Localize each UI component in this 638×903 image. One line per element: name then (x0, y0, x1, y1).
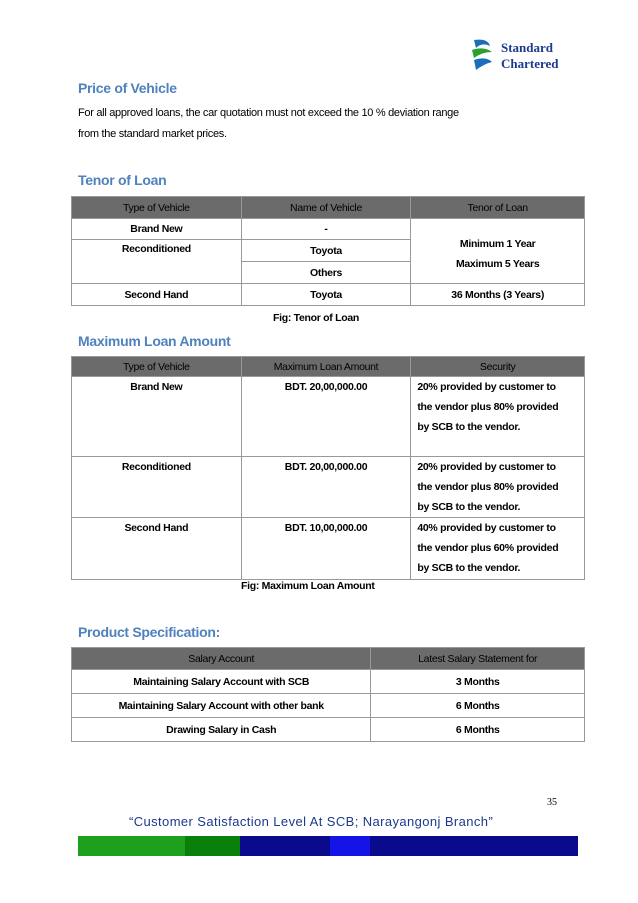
table-row (72, 518, 585, 580)
tenor-table (71, 196, 585, 306)
max-loan-type: Second Hand (72, 518, 242, 580)
security-line: the vendor plus 60% provided (417, 542, 559, 554)
footer-band-segment (185, 836, 240, 856)
product-statement: 3 Months (371, 670, 585, 694)
security-line: by SCB to the vendor. (417, 501, 521, 513)
product-table (71, 647, 585, 742)
price-line-2: from the standard market prices. (78, 128, 227, 140)
max-loan-amount: BDT. 20,00,000.00 (241, 377, 411, 457)
max-loan-table (71, 356, 585, 580)
logo-line1: Standard (501, 40, 554, 55)
tenor-heading: Tenor of Loan (78, 172, 167, 188)
price-line-1: For all approved loans, the car quotation must not exceed the 10 % deviation range (78, 107, 459, 119)
tenor-cell-tenor: 36 Months (3 Years) (411, 284, 585, 306)
price-paragraph (78, 103, 459, 145)
security-line: 20% provided by customer to (417, 381, 556, 393)
tenor-caption: Fig: Tenor of Loan (273, 312, 359, 324)
footer-band-segment (370, 836, 578, 856)
max-loan-security (411, 377, 585, 457)
standard-chartered-logo (468, 36, 568, 76)
max-loan-heading: Maximum Loan Amount (78, 333, 231, 349)
product-account: Drawing Salary in Cash (72, 718, 371, 742)
max-loan-caption: Fig: Maximum Loan Amount (241, 580, 375, 592)
max-loan-header-security: Security (411, 357, 585, 377)
product-account: Maintaining Salary Account with other bank (72, 694, 371, 718)
page-number: 35 (547, 797, 557, 808)
footer-band-segment (330, 836, 370, 856)
tenor-header-type: Type of Vehicle (72, 197, 242, 219)
product-heading: Product Specification: (78, 624, 220, 640)
max-loan-type: Brand New (72, 377, 242, 457)
table-row (72, 718, 585, 742)
security-line: by SCB to the vendor. (417, 562, 521, 574)
security-line: the vendor plus 80% provided (417, 481, 559, 493)
tenor-cell-reconditioned-tenor (411, 219, 585, 284)
tenor-cell-type: Second Hand (72, 284, 242, 306)
product-header-account: Salary Account (72, 648, 371, 670)
tenor-cell-name: Toyota (241, 284, 411, 306)
table-row (72, 670, 585, 694)
footer-quote: “Customer Satisfaction Level At SCB; Narayangonj Branch” (129, 814, 494, 829)
product-header-statement: Latest Salary Statement for (371, 648, 585, 670)
max-loan-header-type: Type of Vehicle (72, 357, 242, 377)
security-line: 20% provided by customer to (417, 461, 556, 473)
tenor-cell-name: - (241, 219, 411, 240)
table-row (72, 377, 585, 457)
tenor-cell-name: Toyota (241, 240, 411, 262)
max-loan-header-amount: Maximum Loan Amount (241, 357, 411, 377)
security-line: the vendor plus 80% provided (417, 401, 559, 413)
security-line: by SCB to the vendor. (417, 421, 521, 433)
security-line: 40% provided by customer to (417, 522, 556, 534)
tenor-cell-type: Brand New (72, 219, 242, 240)
max-loan-type: Reconditioned (72, 457, 242, 518)
logo-line2: Chartered (501, 56, 559, 71)
product-statement: 6 Months (371, 694, 585, 718)
tenor-min: Minimum 1 Year (459, 238, 536, 250)
price-heading: Price of Vehicle (78, 80, 177, 96)
product-statement: 6 Months (371, 718, 585, 742)
max-loan-amount: BDT. 20,00,000.00 (241, 457, 411, 518)
max-loan-security (411, 457, 585, 518)
tenor-cell-type: Reconditioned (72, 240, 242, 284)
product-account: Maintaining Salary Account with SCB (72, 670, 371, 694)
tenor-header-name: Name of Vehicle (241, 197, 411, 219)
max-loan-security (411, 518, 585, 580)
tenor-cell-name: Others (241, 262, 411, 284)
footer-band-segment (240, 836, 330, 856)
logo-icon (468, 36, 498, 72)
footer-band-segment (78, 836, 185, 856)
tenor-header-tenor: Tenor of Loan (411, 197, 585, 219)
table-row (72, 457, 585, 518)
max-loan-amount: BDT. 10,00,000.00 (241, 518, 411, 580)
table-row (72, 694, 585, 718)
tenor-max: Maximum 5 Years (455, 258, 540, 270)
